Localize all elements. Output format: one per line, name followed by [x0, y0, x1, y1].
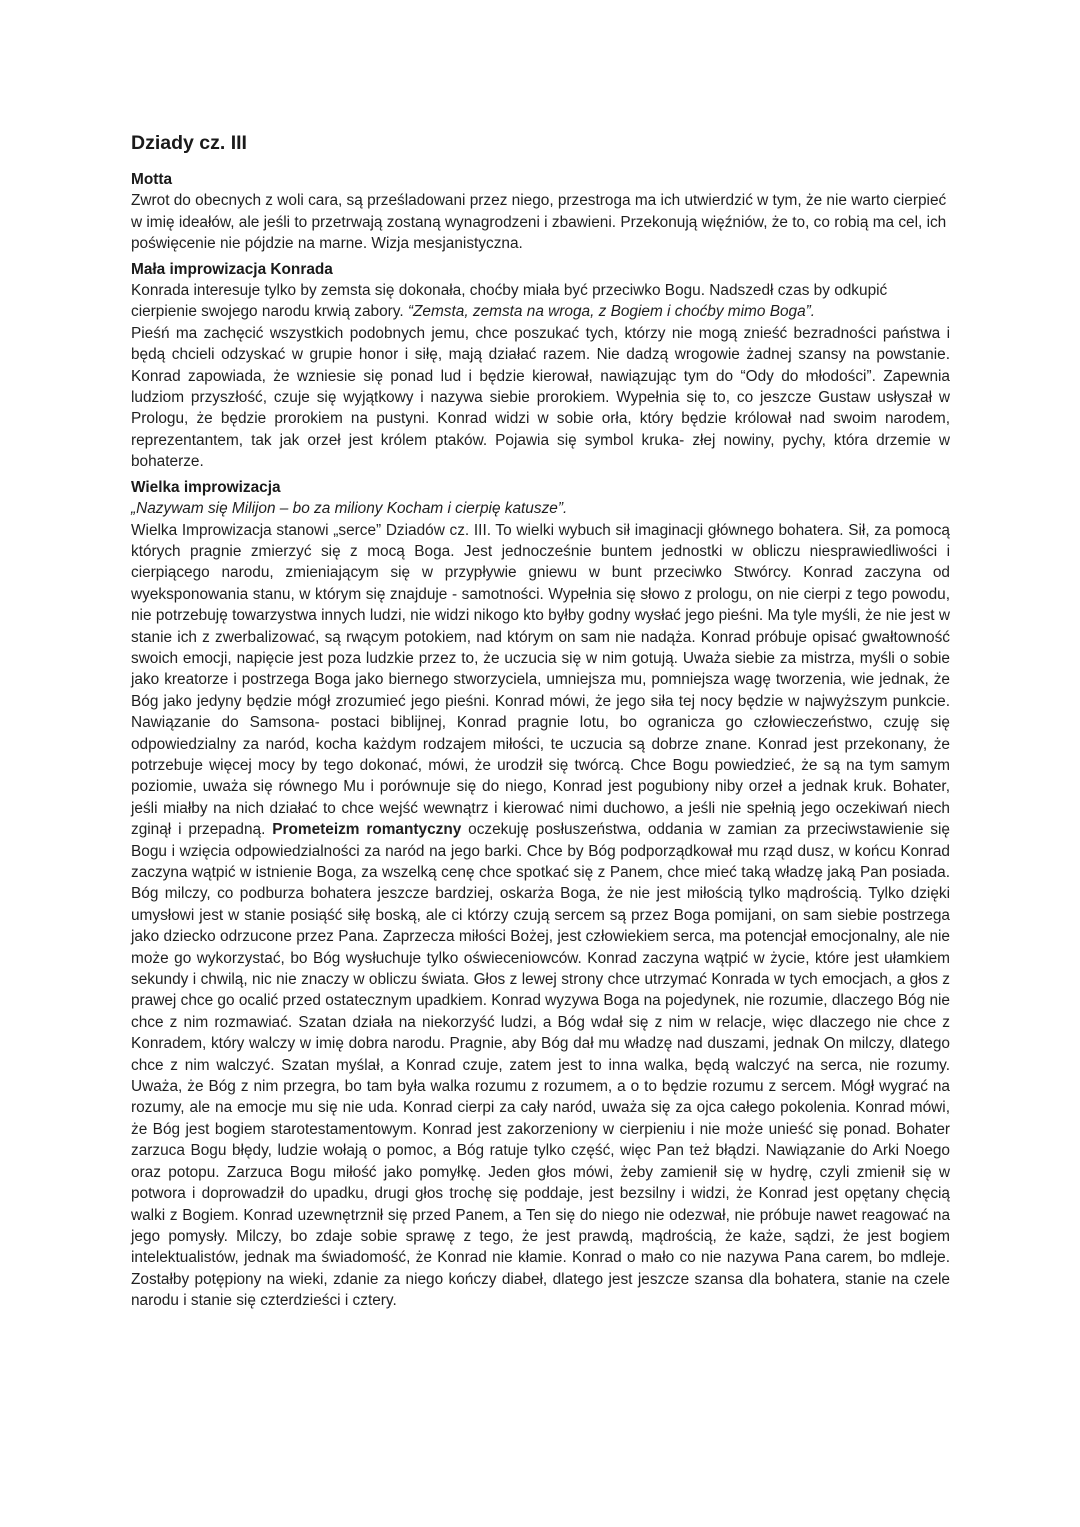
- paragraph-wielka-body: [131, 520, 950, 1312]
- section-heading-motta: Motta: [131, 171, 173, 188]
- paragraph-wielka-bold-term: Prometeizm romantyczny: [272, 821, 462, 839]
- paragraph-mala-1-quote: “Zemsta, zemsta na wroga, z Bogiem i choćby mimo Boga”.: [407, 303, 816, 321]
- paragraph-wielka-quote: „Nazywam się Milijon – bo za miliony Kocham i cierpię katusze”.: [131, 500, 568, 518]
- paragraph-wielka-text-2: oczekuję posłuszeństwa, oddania w zamian za przeciwstawienie się Bogu i wzięcia odpowiedzialności za naród na jego barki. Chce by Bóg podporządkował mu rząd dusz, w końcu Konrad zaczyna wątpić w istnienie Boga, za wszelką cenę chce spotkać się z Panem, chce mieć taką władzę jaką Pan posiada. Bóg milczy, co podburza bohatera jeszcze bardziej, oskarża Boga, że nie jest miłością tylko mądrością. Tylko dzięki umysłowi jest w stanie posiąść siłę boską, ale ci którzy czują sercem są przez Boga pomijani, on sam siebie postrzega jako dziecko odrzucone przez Pana. Zaprzecza miłości Bożej, jest człowiekiem serca, ma potencjał emocjonalny, ale nie może go wykorzystać, bo Bóg wysłuchuje tylko oświeceniowców. Konrad zaczyna wątpić w życie, które jest ułamkiem sekundy i chwilą, nic nie znaczy w obliczu świata. Głos z lewej strony chce utrzymać Konrada w tych emocjach, a głos z prawej chce go ocalić przed ostatecznym upadkiem. Konrad wyzywa Boga na pojedynek, nie rozumie, dlaczego Bóg nie chce z nim rozmawiać. Szatan działa na niekorzyść ludzi, a Bóg wdał się z nim w relacje, więc dlaczego nie chce z Konradem, który walczy w imię dobra narodu. Pragnie, aby Bóg dał mu władzę nad duszami, jednak On milczy, dlatego chce z nim walczyć. Szatan myślał, a Konrad czuje, zatem jest to inna walka, będą walczyć na serca, nie rozumy. Uważa, że Bóg z nim przegra, bo tam była walka rozumu z rozumem, a o to będzie rozumu z sercem. Mógł wygrać na rozumy, ale na emocje mu się nie uda. Konrad cierpi za cały naród, uważa się za ojca całego pokolenia. Konrad mówi, że Bóg jest bogiem starotestamentowym. Konrad jest zakorzeniony w cierpieniu i nie może unieść się ponad. Bohater zarzuca Bogu błędy, ludzie wołają o pomoc, a Bóg ratuje tylko część, więc Pan też błądzi. Nawiązanie do Arki Noego oraz potopu. Zarzuca Bogu miłość jako pomyłkę. Jeden głos mówi, żeby zamienił się w hydrę, czyli zmienił się w potwora i doprowadził do upadku, drugi głos trochę się poddaje, jest bezsilny i widzi, że Konrad jest opętany chęcią walki z Bogiem. Konrad uzewnętrznił się przed Panem, a Ten się do niego nie odezwał, nie próbuje nawet reagować na jego pomysły. Milczy, bo zdaje sobie sprawę z tego, że jest prawdą, mądrością, że każe, sądzi, że jest bogiem intelektualistów, jednak ma świadomość, że Konrad nie kłamie. Konrad o mało co nie nazywa Pana carem, bo mdleje. Zostałby potępiony na wieki, zdanie za niego kończy diabeł, dlatego jest jeszcze szansa dla bohatera, stanie na czele narodu i stanie się czterdzieści i cztery.: [131, 821, 950, 1310]
- paragraph-mala-1: [131, 280, 950, 323]
- paragraph-motta: Zwrot do obecnych z woli cara, są prześladowani przez niego, przestroga ma ich utwierdzić w tym, że nie warto cierpieć w imię ideałów, ale jeśli to przetrwają zostaną wynagrodzeni i zbawieni. Przekonują więźniów, że to, co robią ma cel, ich poświęcenie nie pójdzie na marne. Wizja mesjanistyczna.: [131, 192, 947, 253]
- section-heading-mala-improwizacja: Mała improwizacja Konrada: [131, 260, 333, 278]
- section-heading-wielka-improwizacja: Wielka improwizacja: [131, 478, 281, 496]
- paragraph-mala-2: Pieśń ma zachęcić wszystkich podobnych jemu, chce poszukać tych, którzy nie mogą znieść bezradności państwa i będą chcieli odzyskać w grupie honor i siłę, mają działać razem. Nie dadzą wrogowie żadnej szansy na powstanie. Konrad zapowiada, że wzniesie się ponad lud i będzie kierował, nawiązując tym do “Ody do młodości”. Zapewnia ludziom przyszłość, czuje się wyjątkowy i nazywa siebie prorokiem. Wypełnia się to, co jeszcze Gustaw usłyszał w Prologu, że będzie prorokiem na pustyni. Konrad widzi w sobie orła, który będzie królował nad swoim narodem, reprezentantem, tak jak orzeł jest królem ptaków. Pojawia się symbol kruka- złej nowiny, pychy, która drzemie w bohaterze.: [131, 324, 950, 471]
- document-page: [131, 130, 950, 1312]
- paragraph-wielka-text-1: Wielka Improwizacja stanowi „serce” Dziadów cz. III. To wielki wybuch sił imaginacji głównego bohatera. Sił, za pomocą których pragnie zmierzyć się z mocą Boga. Jest jednocześnie buntem jednostki w obliczu niesprawiedliwości i cierpiącego narodu, zmieniającym się w przypływie gniewu w bunt przeciwko Stwórcy. Konrad zaczyna od wyeksponowania stanu, w którym się znajduje - samotności. Wypełnia się słowo z prologu, on nie cierpi z tego powodu, nie potrzebuję towarzystwa innych ludzi, nie widzi nikogo kto byłby godny wysłać jego pieśni. Ma tyle myśli, że nie jest w stanie ich z zwerbalizować, są rwącym potokiem, nad którym on sam nie nadąża. Konrad próbuje opisać gwałtowność swoich emocji, napięcie jest poza ludzkie przez to, że uczucia się w nim gotują. Uważa siebie za mistrza, myśli o sobie jako kreatorze i postrzega Boga jako biernego stworzyciela, umniejsza mu, pomniejsza wagę tworzenia, wie jednak, że Bóg jako jedyny będzie mógł zrozumieć jego pieśni. Konrad mówi, że jego siła tej nocy będzie w najwyższym punkcie. Nawiązanie do Samsona- postaci biblijnej, Konrad pragnie lotu, bo ogranicza go człowieczeństwo, czuję się odpowiedzialny za naród, kocha każdym rodzajem miłości, te uczucia są dobrze znane. Konrad jest przekonany, że potrzebuje więcej mocy by tego dokonać, mówi, że urodził się twórcą. Chce Bogu powiedzieć, że są na tym samym poziomie, uważa się równego Mu i porównuje się do niego, Konrad jest pogubiony niby orzeł a jednak kruk. Bohater, jeśli miałby na nich działać to chce wejść wewnątrz i kierować nimi duchowo, a jeśli nie spełnią jego oczekiwań niech zginął i przepadną.: [131, 521, 950, 839]
- document-title: Dziady cz. III: [131, 132, 247, 154]
- paragraph-mala-1-text: Konrada interesuje tylko by zemsta się dokonała, choćby miała być przeciwko Bogu. Nadszedł czas by odkupić cierpienie swojego narodu krwią zabory.: [131, 282, 888, 321]
